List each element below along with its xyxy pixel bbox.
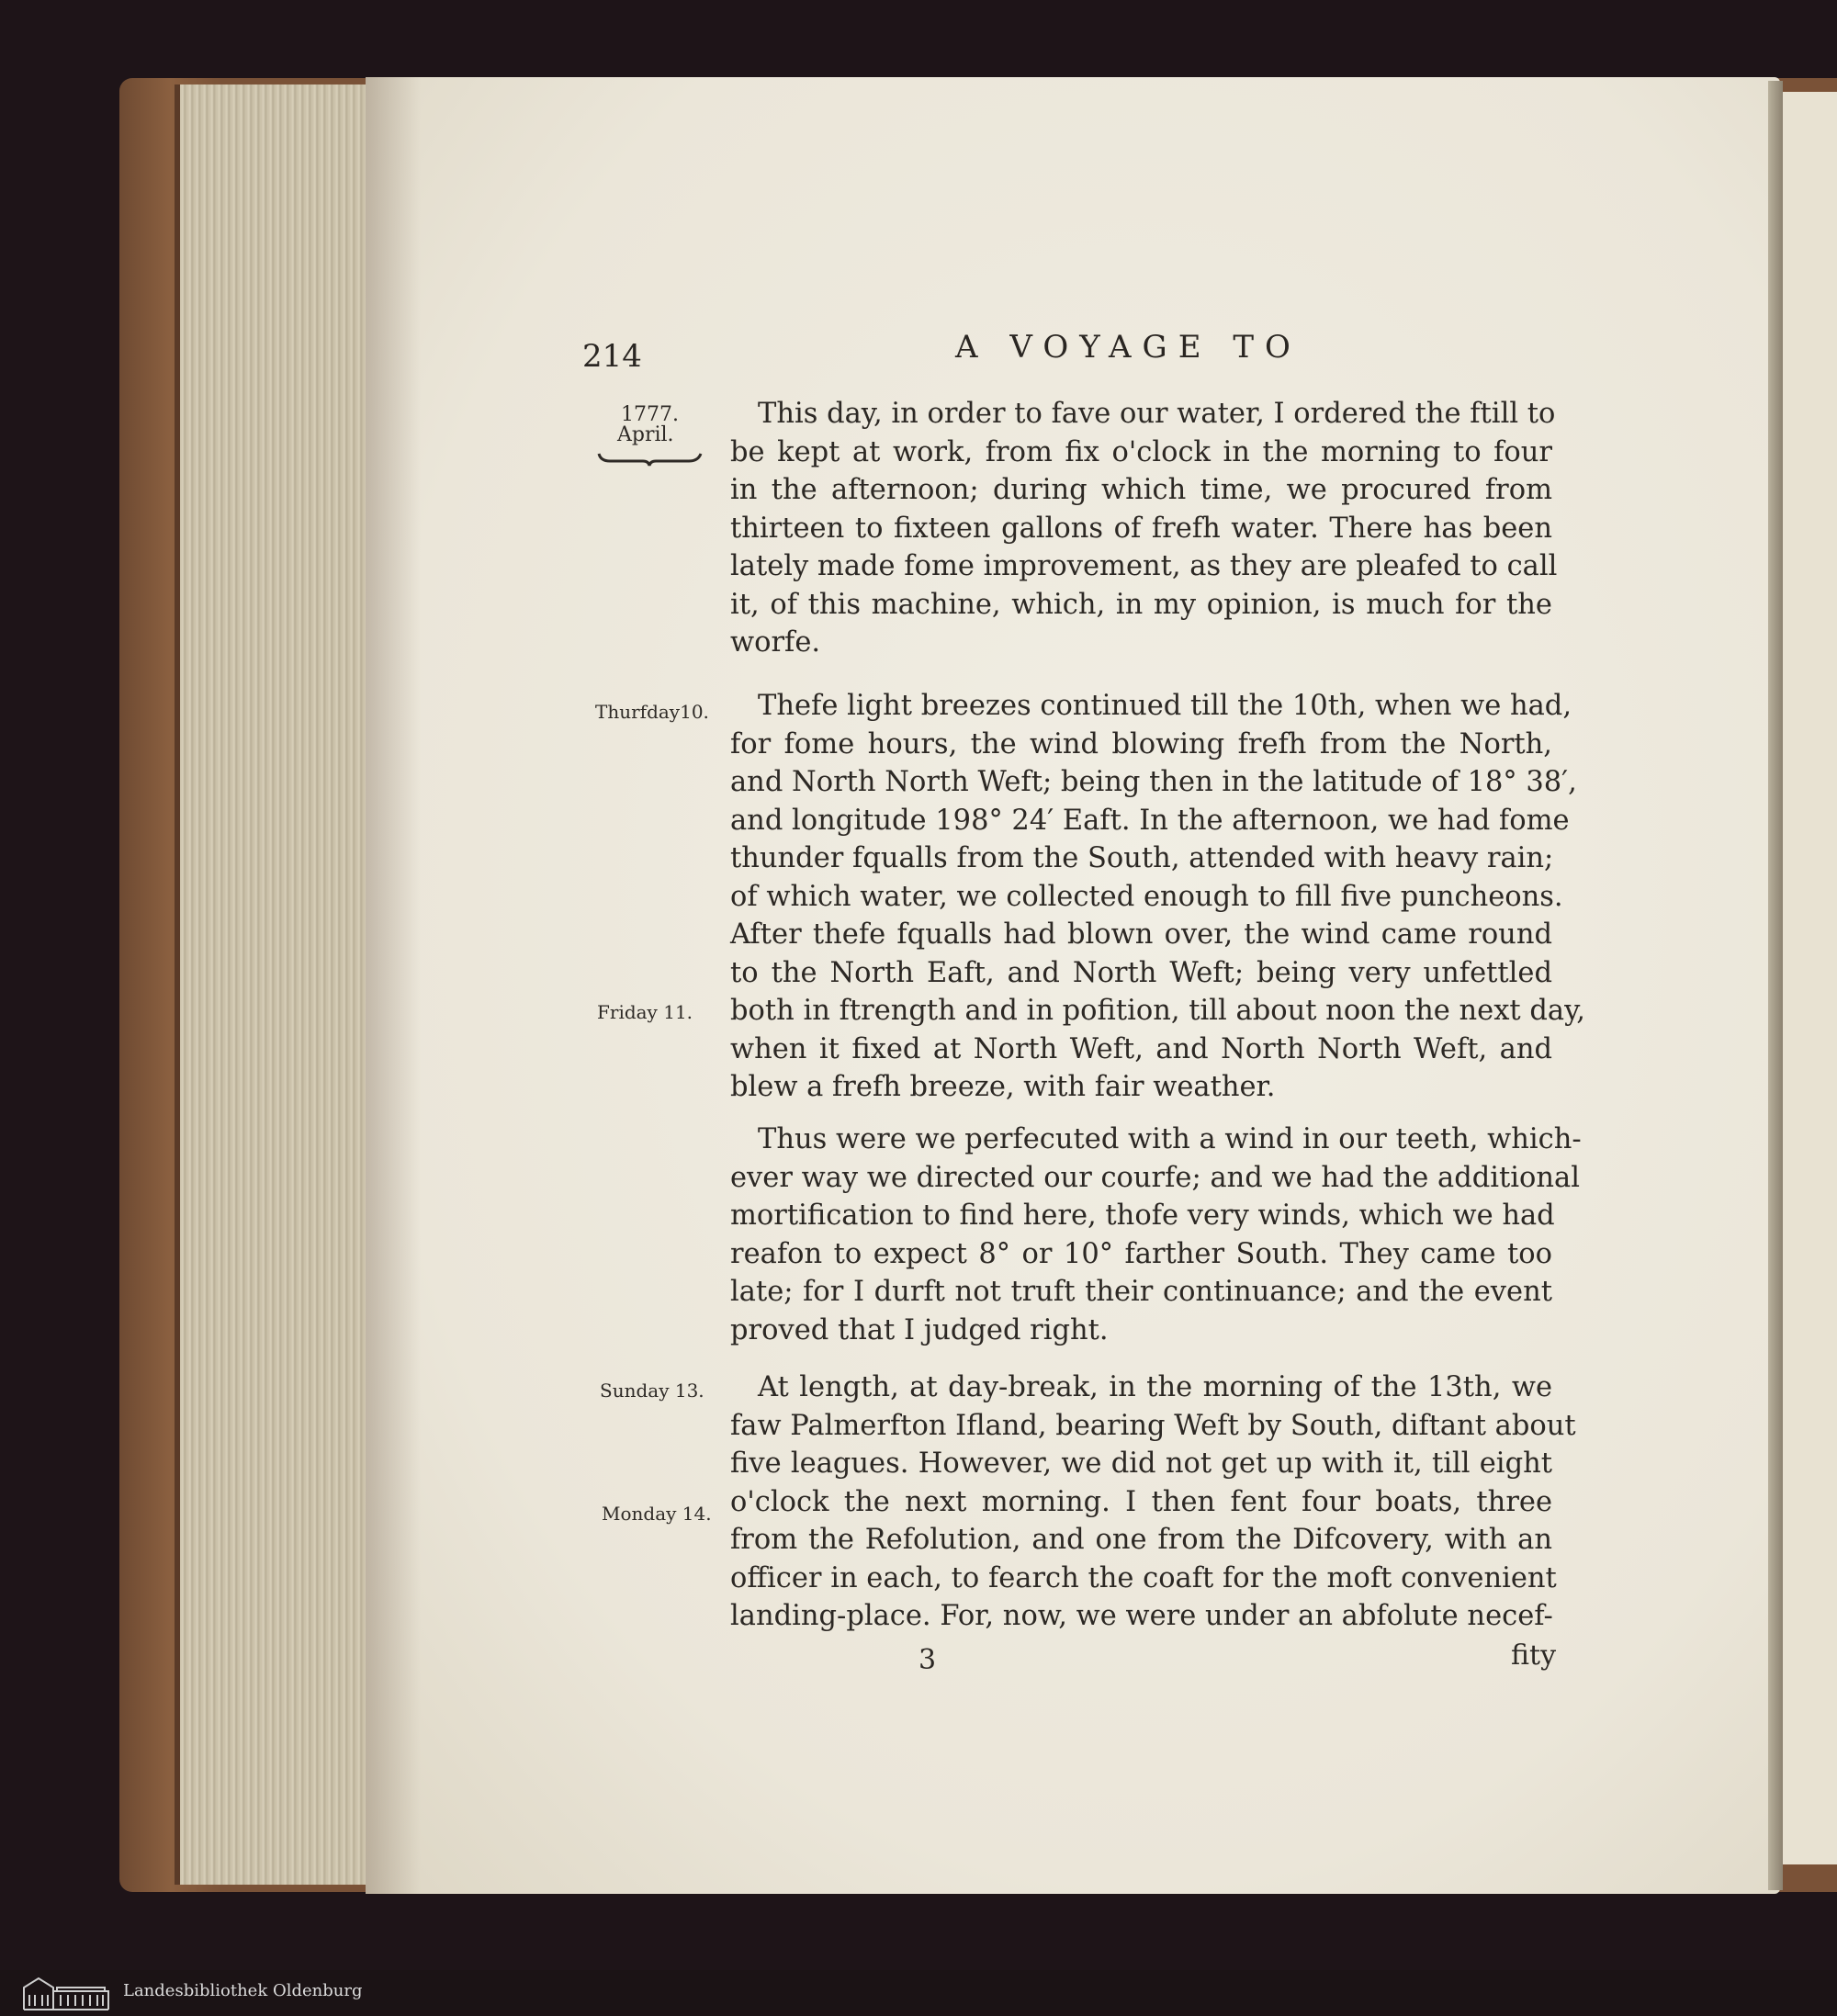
paragraph-2 — [730, 687, 1585, 1107]
text-line: faw Palmerfton Ifland, bearing Weft by South, diftant about — [730, 1409, 1576, 1442]
running-head: A VOYAGE TO — [955, 329, 1302, 366]
text-line: officer in each, to fearch the coaft for the moft convenient — [730, 1561, 1557, 1594]
text-line: lately made fome improvement, as they are pleafed to call — [730, 550, 1558, 582]
text-line: for fome hours, the wind blowing frefh from the North, — [730, 727, 1552, 760]
text-line: mortification to find here, thofe very winds, which we had — [730, 1199, 1555, 1232]
text-line: o'clock the next morning. I then fent four boats, three — [730, 1485, 1552, 1518]
paragraph-4 — [730, 1368, 1576, 1636]
text-line: At length, at day-break, in the morning of the 13th, we — [758, 1371, 1552, 1403]
text-line: proved that I judged right. — [730, 1313, 1109, 1346]
library-logo-icon — [20, 1975, 112, 2011]
text-line: when it fixed at North Weft, and North North Weft, and — [730, 1032, 1552, 1065]
margin-note-monday: Monday 14. — [602, 1503, 712, 1525]
margin-note-sunday: Sunday 13. — [600, 1380, 704, 1402]
library-name: Landesbibliothek Oldenburg — [123, 1981, 363, 2000]
signature-mark: 3 — [918, 1644, 937, 1676]
text-line: both in ftrength and in pofition, till about noon the next day, — [730, 995, 1585, 1027]
text-line: be kept at work, from fix o'clock in the morning to four — [730, 435, 1552, 468]
catchword: fity — [1511, 1639, 1557, 1672]
paragraph-3 — [730, 1121, 1582, 1349]
margin-month: April. — [617, 423, 674, 446]
text-line: Thefe light breezes continued till the 10th, when we had, — [758, 690, 1572, 722]
page-number: 214 — [582, 338, 642, 375]
text-line: five leagues. However, we did not get up with it, till eight — [730, 1447, 1552, 1480]
text-line: Thus were we perfecuted with a wind in our teeth, which- — [758, 1123, 1582, 1155]
paragraph-1 — [730, 395, 1558, 662]
page-edges — [175, 84, 373, 1885]
text-line: of which water, we collected enough to fill five puncheons. — [730, 880, 1563, 913]
facing-page — [1783, 92, 1837, 1864]
text-line: late; for I durft not truft their continuance; and the event — [730, 1276, 1552, 1308]
text-line: landing-place. For, now, we were under an abfolute necef- — [730, 1600, 1553, 1632]
text-line: from the Refolution, and one from the Difcovery, with an — [730, 1524, 1552, 1556]
text-line: it, of this machine, which, in my opinion, is much for the — [730, 588, 1552, 621]
text-line: After thefe fqualls had blown over, the wind came round — [730, 918, 1552, 951]
text-line: and North North Weft; being then in the latitude of 18° 38′, — [730, 766, 1577, 798]
text-line: in the afternoon; during which time, we procured from — [730, 474, 1552, 506]
text-line: worfe. — [730, 626, 821, 659]
text-line: and longitude 198° 24′ Eaft. In the afternoon, we had fome — [730, 804, 1570, 837]
text-line: thirteen to fixteen gallons of frefh water. There has been — [730, 512, 1552, 545]
text-line: to the North Eaft, and North Weft; being very unfettled — [730, 956, 1552, 989]
spine-shadow — [366, 77, 421, 1894]
margin-brace — [597, 450, 703, 467]
text-line: reafon to expect 8° or 10° farther South. They came too — [730, 1237, 1552, 1270]
text-line: ever way we directed our courfe; and we had the additional — [730, 1161, 1580, 1194]
text-line: blew a frefh breeze, with fair weather. — [730, 1071, 1276, 1103]
margin-note-friday: Friday 11. — [597, 1001, 693, 1023]
margin-note-thursday: Thurfday10. — [595, 701, 709, 723]
text-line: This day, in order to fave our water, I ordered the ftill to — [758, 398, 1556, 430]
text-line: thunder fqualls from the South, attended with heavy rain; — [730, 842, 1554, 874]
margin-year: 1777. — [621, 403, 679, 426]
page-gutter — [1768, 81, 1783, 1890]
